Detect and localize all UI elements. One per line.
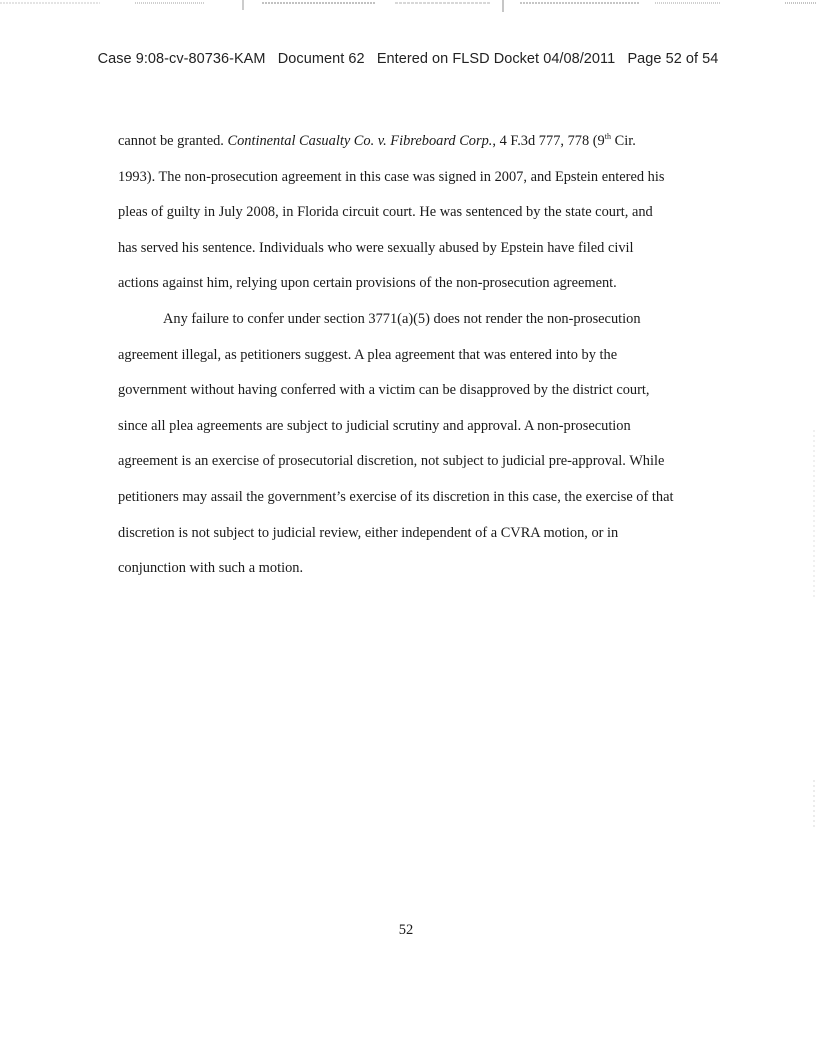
text-line: discretion is not subject to judicial review, either independent of a CVRA motion, or in [118,524,619,541]
text-line: government without having conferred with a victim can be disapproved by the district court, [118,382,650,399]
page-number: 52 [398,922,414,938]
paragraph-1 [118,124,708,302]
header-page-of: Page 52 of 54 [627,51,719,67]
text-line: pleas of guilty in July 2008, in Florida circuit court. He was sentenced by the state court, and [118,204,653,221]
text-line: since all plea agreements are subject to judicial scrutiny and approval. A non-prosecution [118,417,631,434]
text-line: petitioners may assail the government’s exercise of its discretion in this case, the exercise of that [118,488,674,505]
paragraph-2 [118,302,708,587]
text-line: agreement is an exercise of prosecutorial discretion, not subject to judicial pre-approval. While [118,453,665,470]
header-entered: Entered on FLSD Docket 04/08/2011 [376,51,616,67]
text-line: 1993). The non-prosecution agreement in this case was signed in 2007, and Epstein entered his [118,168,665,185]
scan-artifact-right [810,0,816,1056]
text-line: conjunction with such a motion. [118,560,304,577]
text-line: has served his sentence. Individuals who were sexually abused by Epstein have filed civil [118,239,634,256]
text-line: actions against him, relying upon certain provisions of the non-prosecution agreement. [118,275,617,292]
docket-header [0,51,816,67]
text-line: agreement illegal, as petitioners suggest. A plea agreement that was entered into by the [118,346,618,363]
case-citation: Continental Casualty Co. v. Fibreboard Corp. [227,133,493,149]
page-body [118,124,708,587]
text-line: Any failure to confer under section 3771(a)(5) does not render the non-prosecution [163,310,641,327]
header-case-number: Case 9:08-cv-80736-KAM [97,51,266,67]
ordinal-superscript: th [604,132,611,141]
header-document: Document 62 [277,51,365,67]
text-line: cannot be granted. Continental Casualty Co. v. Fibreboard Corp., 4 F.3d 777, 778 (9th Cir. [118,132,636,149]
scan-artifact-top [0,0,816,14]
